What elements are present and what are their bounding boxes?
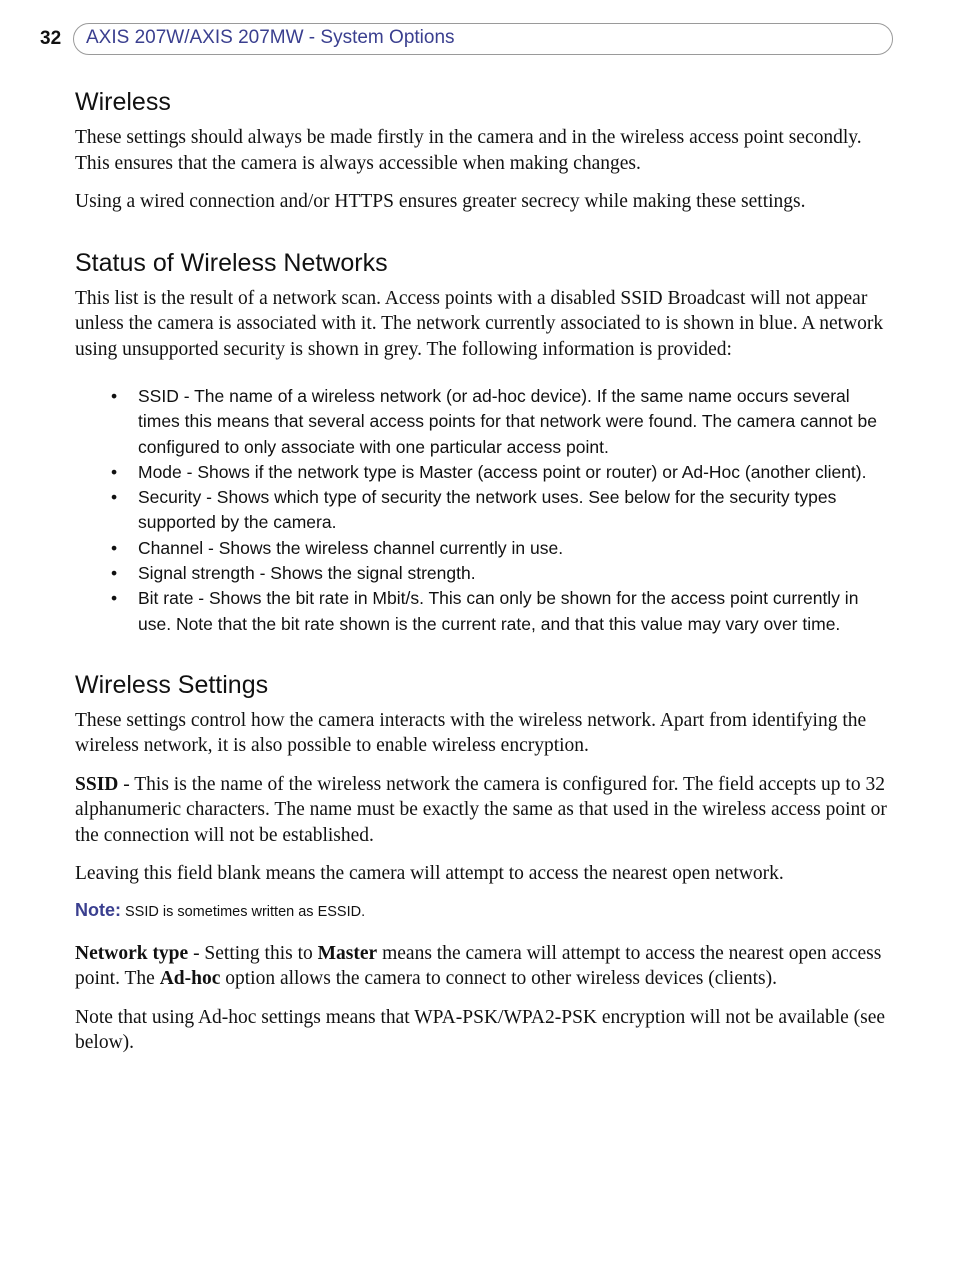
bullet-icon: • (111, 386, 118, 406)
page-header (40, 22, 896, 58)
paragraph: This list is the result of a network scan. Access points with a disabled SSID Broadcast will not appear unless the camera is associated with it. The network currently associated to is shown in blue. A network using unsupported security is shown in grey. The following information is provided: (75, 287, 884, 360)
bullet-icon: • (111, 487, 118, 508)
list-item: • Channel - Shows the wireless channel currently in use. (75, 536, 890, 561)
paragraph: These settings should always be made firstly in the camera and in the wireless access point secondly. This ensures that the camera is always accessible when making changes. (75, 127, 862, 174)
list-item: • Mode - Shows if the network type is Master (access point or router) or Ad-Hoc (another client). (75, 460, 890, 485)
section-status-of-wireless-networks (75, 249, 890, 637)
page-body (75, 88, 890, 1069)
paragraph: Using a wired connection and/or HTTPS ensures greater secrecy while making these settings. (75, 191, 806, 212)
section-heading-status: Status of Wireless Networks (75, 248, 388, 277)
network-type-paragraph: Network type - Setting this to Master means the camera will attempt to access the nearest open access point. The Ad-hoc option allows the camera to connect to other wireless devices (clients). (75, 942, 882, 990)
note-label: Note: (75, 899, 121, 920)
info-bullet-list (75, 384, 890, 637)
ssid-paragraph: SSID - This is the name of the wireless network the camera is configured for. The field accepts up to 32 alphanumeric characters. The name must be exactly the same as that used in the wireless access point or the connection will not be established. (75, 773, 887, 846)
list-item: • Bit rate - Shows the bit rate in Mbit/s. This can only be shown for the access point currently in use. Note that the bit rate shown is the current rate, and that this value may vary over time. (111, 588, 859, 634)
page-number: 32 (40, 28, 62, 49)
paragraph: These settings control how the camera interacts with the wireless network. Apart from identifying the wireless network, it is also possible to enable wireless encryption. (75, 709, 867, 757)
header-banner (73, 23, 893, 55)
list-item: • SSID - The name of a wireless network (or ad-hoc device). If the same name occurs several times this means that several access points for that network were found. The camera cannot be configured to only associate with one particular access point. (111, 386, 877, 457)
list-item: • Security - Shows which type of security the network uses. See below for the security types supported by the camera. (111, 487, 837, 533)
bullet-icon: • (111, 563, 118, 584)
ssid-term: SSID (75, 773, 119, 795)
section-wireless (75, 88, 890, 215)
note-text: SSID is sometimes written as ESSID. (125, 903, 366, 920)
section-heading-wireless: Wireless (75, 88, 171, 116)
paragraph: Leaving this field blank means the camera will attempt to access the nearest open network. (75, 863, 784, 885)
bullet-icon: • (111, 537, 118, 558)
list-item: • Signal strength - Shows the signal strength. (75, 561, 890, 586)
bullet-icon: • (111, 461, 118, 482)
header-title: AXIS 207W/AXIS 207MW - System Options (86, 27, 455, 48)
section-wireless-settings (75, 671, 890, 1056)
adhoc-term: Ad-hoc (159, 968, 221, 990)
bullet-icon: • (111, 588, 118, 609)
master-term: Master (317, 942, 378, 964)
section-heading-wireless-settings: Wireless Settings (75, 670, 269, 699)
note-box (75, 900, 890, 921)
network-type-term: Network type (75, 942, 189, 964)
paragraph: Note that using Ad-hoc settings means that WPA-PSK/WPA2-PSK encryption will not be available (see below). (75, 1006, 886, 1054)
